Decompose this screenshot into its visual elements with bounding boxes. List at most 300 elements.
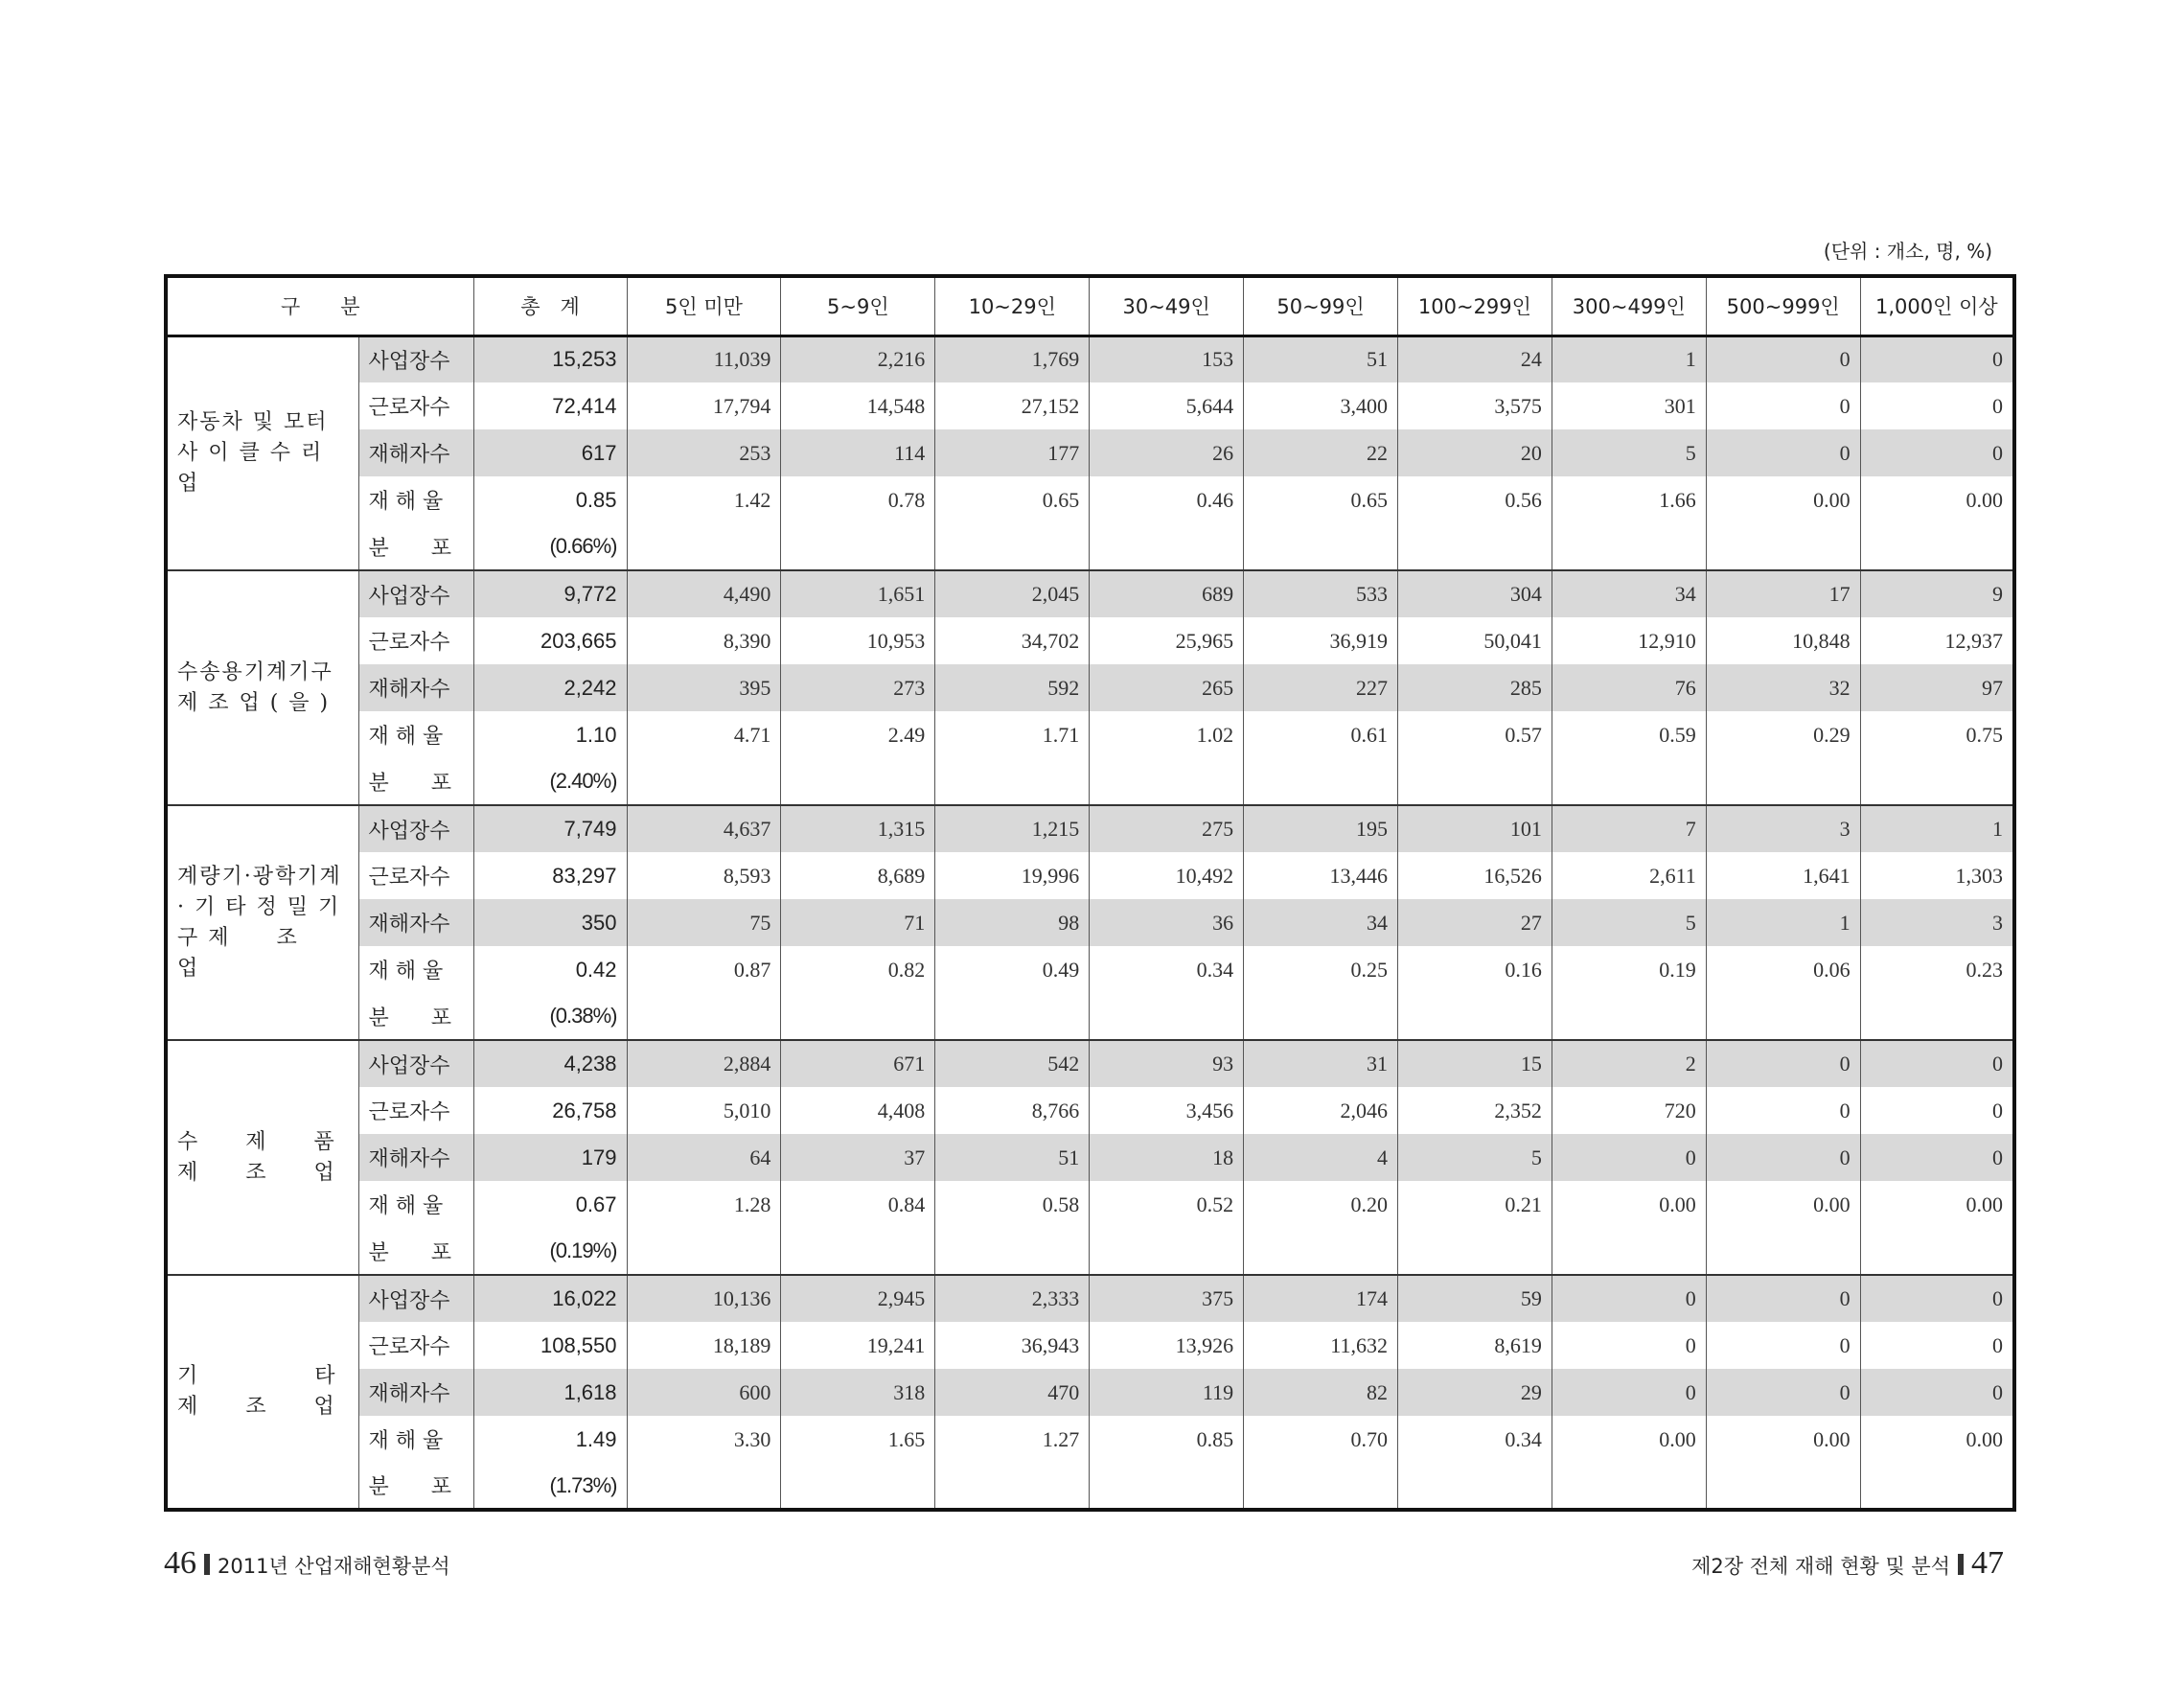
row-label: 사업장수	[358, 805, 473, 852]
group-name: 기 타 제 조 업	[166, 1275, 358, 1510]
cell-value: 1,215	[935, 805, 1090, 852]
row-label: 재해자수	[358, 1134, 473, 1181]
total-value: 0.85	[473, 476, 627, 523]
cell-value: 0	[1860, 1322, 2014, 1369]
cell-value	[627, 523, 781, 570]
cell-value	[1397, 758, 1552, 805]
cell-value: 5,010	[627, 1087, 781, 1134]
cell-value: 542	[935, 1040, 1090, 1087]
header-row	[166, 276, 2014, 335]
cell-value	[935, 993, 1090, 1040]
cell-value: 1.27	[935, 1416, 1090, 1463]
cell-value: 0	[1706, 1369, 1860, 1416]
table-row	[166, 993, 2014, 1040]
cell-value: 174	[1244, 1275, 1398, 1322]
cell-value: 19,241	[781, 1322, 935, 1369]
cell-value: 0.65	[935, 476, 1090, 523]
cell-value: 119	[1090, 1369, 1244, 1416]
cell-value: 17,794	[627, 382, 781, 429]
header-col: 10~29인	[935, 276, 1090, 335]
header-col: 30~49인	[1090, 276, 1244, 335]
cell-value: 93	[1090, 1040, 1244, 1087]
distribution-value: (0.66%)	[473, 523, 627, 570]
chapter-title: 제2장 전체 재해 현황 및 분석	[1691, 1555, 1950, 1578]
cell-value: 8,619	[1397, 1322, 1552, 1369]
cell-value	[1860, 523, 2014, 570]
cell-value: 395	[627, 664, 781, 711]
cell-value: 11,632	[1244, 1322, 1398, 1369]
cell-value: 0	[1706, 382, 1860, 429]
header-category: 구 분	[166, 276, 473, 335]
cell-value: 0	[1552, 1369, 1706, 1416]
total-value: 1,618	[473, 1369, 627, 1416]
cell-value: 10,953	[781, 617, 935, 664]
cell-value: 51	[1244, 335, 1398, 382]
total-value: 26,758	[473, 1087, 627, 1134]
cell-value: 304	[1397, 570, 1552, 617]
cell-value: 375	[1090, 1275, 1244, 1322]
header-col: 300~499인	[1552, 276, 1706, 335]
cell-value: 153	[1090, 335, 1244, 382]
cell-value: 12,910	[1552, 617, 1706, 664]
distribution-value: (2.40%)	[473, 758, 627, 805]
cell-value: 0.00	[1706, 476, 1860, 523]
cell-value: 0.00	[1552, 1416, 1706, 1463]
cell-value: 4,408	[781, 1087, 935, 1134]
cell-value: 59	[1397, 1275, 1552, 1322]
cell-value	[781, 758, 935, 805]
cell-value: 689	[1090, 570, 1244, 617]
row-label: 분 포	[358, 993, 473, 1040]
cell-value: 16,526	[1397, 852, 1552, 899]
cell-value: 1	[1552, 335, 1706, 382]
cell-value: 1,303	[1860, 852, 2014, 899]
cell-value: 0	[1552, 1322, 1706, 1369]
cell-value: 0	[1860, 1040, 2014, 1087]
cell-value: 14,548	[781, 382, 935, 429]
row-label: 재해자수	[358, 429, 473, 476]
cell-value: 3	[1706, 805, 1860, 852]
cell-value: 13,926	[1090, 1322, 1244, 1369]
cell-value	[1706, 758, 1860, 805]
header-col: 5인 미만	[627, 276, 781, 335]
table-row	[166, 1181, 2014, 1228]
cell-value: 2	[1552, 1040, 1706, 1087]
total-value: 4,238	[473, 1040, 627, 1087]
cell-value: 2,611	[1552, 852, 1706, 899]
row-label: 재해자수	[358, 664, 473, 711]
total-value: 1.10	[473, 711, 627, 758]
cell-value: 0.34	[1090, 946, 1244, 993]
cell-value: 2,884	[627, 1040, 781, 1087]
cell-value: 24	[1397, 335, 1552, 382]
cell-value: 0.49	[935, 946, 1090, 993]
cell-value: 0.16	[1397, 946, 1552, 993]
cell-value	[1090, 758, 1244, 805]
cell-value: 600	[627, 1369, 781, 1416]
cell-value: 1.42	[627, 476, 781, 523]
cell-value: 0.87	[627, 946, 781, 993]
cell-value	[1552, 758, 1706, 805]
cell-value: 2,333	[935, 1275, 1090, 1322]
cell-value	[1860, 1228, 2014, 1275]
table-row	[166, 805, 2014, 852]
cell-value: 4.71	[627, 711, 781, 758]
header-col: 500~999인	[1706, 276, 1860, 335]
cell-value: 301	[1552, 382, 1706, 429]
cell-value: 10,492	[1090, 852, 1244, 899]
cell-value: 1,641	[1706, 852, 1860, 899]
cell-value: 0.25	[1244, 946, 1398, 993]
cell-value: 18,189	[627, 1322, 781, 1369]
cell-value: 0	[1706, 1087, 1860, 1134]
cell-value: 275	[1090, 805, 1244, 852]
cell-value: 50,041	[1397, 617, 1552, 664]
total-value: 7,749	[473, 805, 627, 852]
table-row	[166, 1369, 2014, 1416]
cell-value: 98	[935, 899, 1090, 946]
cell-value: 2,945	[781, 1275, 935, 1322]
cell-value: 8,390	[627, 617, 781, 664]
table-row	[166, 429, 2014, 476]
total-value: 72,414	[473, 382, 627, 429]
row-label: 분 포	[358, 758, 473, 805]
cell-value: 1,769	[935, 335, 1090, 382]
cell-value: 8,689	[781, 852, 935, 899]
total-value: 0.42	[473, 946, 627, 993]
distribution-value: (0.38%)	[473, 993, 627, 1040]
page-number-left: 46	[164, 1545, 196, 1581]
footer-right	[1691, 1545, 2004, 1582]
cell-value	[1706, 1463, 1860, 1510]
cell-value: 0	[1860, 382, 2014, 429]
cell-value: 20	[1397, 429, 1552, 476]
row-label: 근로자수	[358, 617, 473, 664]
cell-value: 10,848	[1706, 617, 1860, 664]
cell-value: 0.29	[1706, 711, 1860, 758]
cell-value: 32	[1706, 664, 1860, 711]
cell-value	[1397, 1463, 1552, 1510]
cell-value	[627, 1228, 781, 1275]
row-label: 재 해 율	[358, 1181, 473, 1228]
cell-value: 0.21	[1397, 1181, 1552, 1228]
table-row	[166, 1087, 2014, 1134]
row-label: 분 포	[358, 1228, 473, 1275]
cell-value: 36,943	[935, 1322, 1090, 1369]
table-row	[166, 1275, 2014, 1322]
cell-value: 0	[1706, 1134, 1860, 1181]
row-label: 재해자수	[358, 899, 473, 946]
row-label: 재 해 율	[358, 1416, 473, 1463]
cell-value: 76	[1552, 664, 1706, 711]
total-value: 83,297	[473, 852, 627, 899]
cell-value: 0.59	[1552, 711, 1706, 758]
cell-value: 0.57	[1397, 711, 1552, 758]
cell-value	[1090, 1228, 1244, 1275]
table-row	[166, 711, 2014, 758]
cell-value: 34,702	[935, 617, 1090, 664]
cell-value: 265	[1090, 664, 1244, 711]
group-name: 자동차 및 모터 사 이 클 수 리 업	[166, 335, 358, 570]
cell-value: 4,490	[627, 570, 781, 617]
row-label: 재해자수	[358, 1369, 473, 1416]
total-value: 0.67	[473, 1181, 627, 1228]
cell-value: 101	[1397, 805, 1552, 852]
cell-value	[781, 1463, 935, 1510]
cell-value: 64	[627, 1134, 781, 1181]
cell-value: 1,315	[781, 805, 935, 852]
cell-value: 26	[1090, 429, 1244, 476]
cell-value: 0.56	[1397, 476, 1552, 523]
cell-value: 720	[1552, 1087, 1706, 1134]
table-row	[166, 1416, 2014, 1463]
row-label: 근로자수	[358, 852, 473, 899]
cell-value: 36,919	[1244, 617, 1398, 664]
cell-value	[1706, 993, 1860, 1040]
cell-value: 0	[1552, 1134, 1706, 1181]
total-value: 1.49	[473, 1416, 627, 1463]
cell-value: 8,593	[627, 852, 781, 899]
footer-bar	[204, 1554, 210, 1575]
cell-value: 0	[1860, 1369, 2014, 1416]
group-name: 수 제 품 제 조 업	[166, 1040, 358, 1275]
header-col: 1,000인 이상	[1860, 276, 2014, 335]
cell-value: 592	[935, 664, 1090, 711]
cell-value: 0.06	[1706, 946, 1860, 993]
total-value: 15,253	[473, 335, 627, 382]
cell-value: 0	[1706, 335, 1860, 382]
cell-value: 0.85	[1090, 1416, 1244, 1463]
cell-value: 27,152	[935, 382, 1090, 429]
cell-value: 37	[781, 1134, 935, 1181]
cell-value: 0.19	[1552, 946, 1706, 993]
table-row	[166, 617, 2014, 664]
cell-value: 470	[935, 1369, 1090, 1416]
cell-value: 12,937	[1860, 617, 2014, 664]
table-row	[166, 946, 2014, 993]
cell-value	[935, 523, 1090, 570]
cell-value: 0	[1706, 1040, 1860, 1087]
cell-value: 0	[1860, 335, 2014, 382]
cell-value: 4,637	[627, 805, 781, 852]
table-row	[166, 1322, 2014, 1369]
cell-value	[627, 758, 781, 805]
row-label: 사업장수	[358, 1275, 473, 1322]
cell-value: 3,456	[1090, 1087, 1244, 1134]
cell-value: 13,446	[1244, 852, 1398, 899]
row-label: 사업장수	[358, 1040, 473, 1087]
cell-value	[627, 993, 781, 1040]
cell-value: 5	[1552, 899, 1706, 946]
cell-value: 1	[1860, 805, 2014, 852]
cell-value: 227	[1244, 664, 1398, 711]
cell-value: 3.30	[627, 1416, 781, 1463]
row-label: 재 해 율	[358, 711, 473, 758]
header-col: 5~9인	[781, 276, 935, 335]
footer-bar	[1958, 1554, 1964, 1575]
cell-value	[935, 758, 1090, 805]
cell-value: 0.00	[1706, 1181, 1860, 1228]
cell-value: 0.00	[1706, 1416, 1860, 1463]
cell-value: 29	[1397, 1369, 1552, 1416]
cell-value: 1,651	[781, 570, 935, 617]
total-value: 9,772	[473, 570, 627, 617]
cell-value	[1397, 993, 1552, 1040]
cell-value: 0.84	[781, 1181, 935, 1228]
cell-value: 2,045	[935, 570, 1090, 617]
cell-value: 18	[1090, 1134, 1244, 1181]
cell-value: 9	[1860, 570, 2014, 617]
table-row	[166, 664, 2014, 711]
total-value: 108,550	[473, 1322, 627, 1369]
cell-value: 1.28	[627, 1181, 781, 1228]
cell-value	[1860, 758, 2014, 805]
cell-value	[1244, 1463, 1398, 1510]
distribution-value: (0.19%)	[473, 1228, 627, 1275]
cell-value: 97	[1860, 664, 2014, 711]
cell-value: 177	[935, 429, 1090, 476]
unit-note: (단위 : 개소, 명, %)	[1823, 240, 1992, 263]
total-value: 2,242	[473, 664, 627, 711]
cell-value: 0.20	[1244, 1181, 1398, 1228]
cell-value	[627, 1463, 781, 1510]
cell-value	[1552, 993, 1706, 1040]
cell-value	[1397, 523, 1552, 570]
cell-value	[1244, 523, 1398, 570]
cell-value: 285	[1397, 664, 1552, 711]
page-number-right: 47	[1971, 1545, 2004, 1581]
row-label: 분 포	[358, 523, 473, 570]
cell-value: 0.52	[1090, 1181, 1244, 1228]
cell-value: 0.70	[1244, 1416, 1398, 1463]
cell-value: 5	[1397, 1134, 1552, 1181]
cell-value: 1	[1706, 899, 1860, 946]
table-row	[166, 570, 2014, 617]
cell-value: 51	[935, 1134, 1090, 1181]
cell-value: 19,996	[935, 852, 1090, 899]
cell-value: 0.00	[1860, 1416, 2014, 1463]
cell-value: 5	[1552, 429, 1706, 476]
table-row	[166, 476, 2014, 523]
table-row	[166, 1463, 2014, 1510]
header-col: 100~299인	[1397, 276, 1552, 335]
group-name: 수송용기계기구 제 조 업 ( 을 )	[166, 570, 358, 805]
cell-value: 253	[627, 429, 781, 476]
cell-value: 0.75	[1860, 711, 2014, 758]
cell-value: 5,644	[1090, 382, 1244, 429]
cell-value: 0.78	[781, 476, 935, 523]
row-label: 근로자수	[358, 382, 473, 429]
row-label: 근로자수	[358, 1322, 473, 1369]
cell-value	[935, 1463, 1090, 1510]
cell-value: 318	[781, 1369, 935, 1416]
cell-value	[1090, 993, 1244, 1040]
table-row	[166, 335, 2014, 382]
cell-value: 3	[1860, 899, 2014, 946]
cell-value: 82	[1244, 1369, 1398, 1416]
header-col: 50~99인	[1244, 276, 1398, 335]
cell-value: 0.00	[1860, 1181, 2014, 1228]
cell-value: 0	[1706, 429, 1860, 476]
row-label: 사업장수	[358, 570, 473, 617]
cell-value	[1244, 993, 1398, 1040]
cell-value: 0	[1860, 1275, 2014, 1322]
cell-value: 2,352	[1397, 1087, 1552, 1134]
table-row	[166, 1228, 2014, 1275]
row-label: 분 포	[358, 1463, 473, 1510]
cell-value: 0	[1860, 429, 2014, 476]
table-row	[166, 899, 2014, 946]
cell-value: 15	[1397, 1040, 1552, 1087]
cell-value	[1090, 1463, 1244, 1510]
cell-value: 0.58	[935, 1181, 1090, 1228]
cell-value	[1244, 1228, 1398, 1275]
cell-value	[781, 993, 935, 1040]
cell-value: 2.49	[781, 711, 935, 758]
cell-value: 0.82	[781, 946, 935, 993]
row-label: 재 해 율	[358, 946, 473, 993]
cell-value	[1552, 1228, 1706, 1275]
table-row	[166, 382, 2014, 429]
table-row	[166, 852, 2014, 899]
total-value: 350	[473, 899, 627, 946]
cell-value: 0.00	[1552, 1181, 1706, 1228]
cell-value: 0	[1706, 1322, 1860, 1369]
cell-value: 0	[1860, 1134, 2014, 1181]
cell-value	[935, 1228, 1090, 1275]
cell-value: 25,965	[1090, 617, 1244, 664]
cell-value	[1552, 1463, 1706, 1510]
cell-value	[1552, 523, 1706, 570]
cell-value: 0.61	[1244, 711, 1398, 758]
cell-value: 0	[1552, 1275, 1706, 1322]
data-table	[164, 274, 2016, 1512]
cell-value	[781, 523, 935, 570]
cell-value: 4	[1244, 1134, 1398, 1181]
cell-value: 71	[781, 899, 935, 946]
cell-value: 0.00	[1860, 476, 2014, 523]
total-value: 617	[473, 429, 627, 476]
row-label: 재 해 율	[358, 476, 473, 523]
cell-value	[1397, 1228, 1552, 1275]
cell-value: 1.66	[1552, 476, 1706, 523]
cell-value: 3,575	[1397, 382, 1552, 429]
cell-value: 10,136	[627, 1275, 781, 1322]
table-row	[166, 523, 2014, 570]
cell-value	[781, 1228, 935, 1275]
cell-value: 3,400	[1244, 382, 1398, 429]
cell-value: 36	[1090, 899, 1244, 946]
cell-value: 11,039	[627, 335, 781, 382]
table-row	[166, 1040, 2014, 1087]
cell-value: 2,216	[781, 335, 935, 382]
cell-value: 1.65	[781, 1416, 935, 1463]
cell-value	[1244, 758, 1398, 805]
cell-value: 0.65	[1244, 476, 1398, 523]
cell-value: 22	[1244, 429, 1398, 476]
cell-value: 0	[1860, 1087, 2014, 1134]
cell-value: 114	[781, 429, 935, 476]
cell-value: 273	[781, 664, 935, 711]
book-title: 2011년 산업재해현황분석	[218, 1555, 450, 1578]
cell-value: 7	[1552, 805, 1706, 852]
cell-value	[1706, 1228, 1860, 1275]
table-row	[166, 758, 2014, 805]
group-name: 계량기·광학기계· 기 타 정 밀 기 구 제 조 업	[166, 805, 358, 1040]
cell-value: 34	[1244, 899, 1398, 946]
cell-value: 671	[781, 1040, 935, 1087]
total-value: 179	[473, 1134, 627, 1181]
